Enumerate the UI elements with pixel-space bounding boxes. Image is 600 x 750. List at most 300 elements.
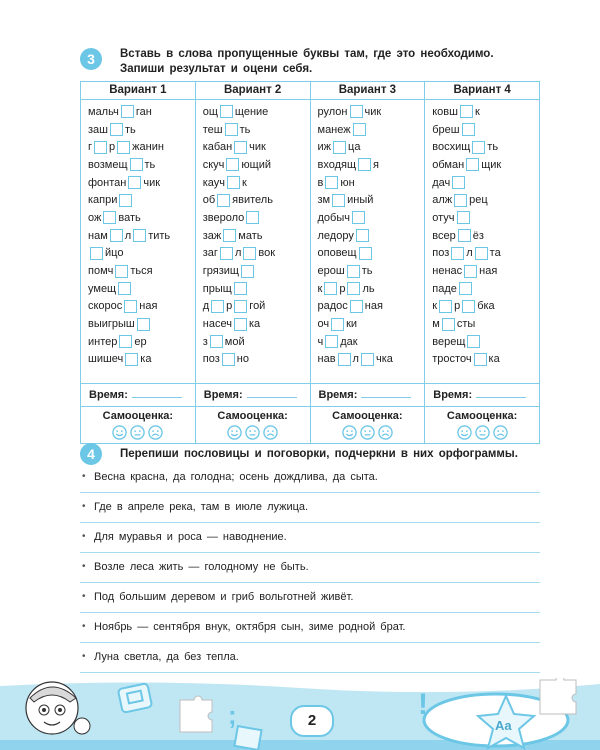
- letter-box[interactable]: [121, 105, 134, 118]
- word-item: [88, 174, 195, 192]
- word-fragment: ная: [479, 265, 498, 278]
- proverb-text: Весна красна, да голодна; осень дождлива, да сыта.: [94, 471, 378, 483]
- letter-box[interactable]: [118, 282, 131, 295]
- letter-box[interactable]: [460, 105, 473, 118]
- word-item: [203, 156, 310, 174]
- sad-face-icon[interactable]: [263, 425, 278, 440]
- word-fragment: ощ: [202, 105, 218, 118]
- word-item: [203, 245, 310, 263]
- word-fragment: м: [432, 318, 440, 331]
- bullet-icon: •: [82, 471, 86, 482]
- letter-box[interactable]: [332, 194, 345, 207]
- word-fragment: л: [352, 353, 359, 366]
- word-item: [88, 333, 195, 351]
- page-number: 2: [290, 705, 334, 737]
- letter-box[interactable]: [325, 176, 338, 189]
- variant-3-assessment: [310, 407, 425, 444]
- assessment-label: Самооценка:: [217, 410, 288, 422]
- word-fragment: рец: [469, 194, 488, 207]
- happy-face-icon[interactable]: [342, 425, 357, 440]
- word-fragment: ган: [135, 105, 152, 118]
- letter-box[interactable]: [220, 105, 233, 118]
- task-4-lines: [80, 463, 540, 673]
- letter-box[interactable]: [458, 229, 471, 242]
- letter-box[interactable]: [350, 105, 363, 118]
- letter-box[interactable]: [472, 141, 485, 154]
- word-fragment: грязищ: [202, 265, 239, 278]
- word-item: [432, 245, 539, 263]
- happy-face-icon[interactable]: [112, 425, 127, 440]
- happy-face-icon[interactable]: [457, 425, 472, 440]
- word-fragment: та: [489, 247, 501, 260]
- letter-box[interactable]: [358, 158, 371, 171]
- variant-4-time: [425, 384, 540, 407]
- variant-1-assessment: [81, 407, 196, 444]
- word-fragment: оповещ: [317, 247, 357, 260]
- word-item: [318, 156, 425, 174]
- letter-box[interactable]: [466, 158, 479, 171]
- word-fragment: я: [373, 158, 379, 171]
- letter-box[interactable]: [234, 318, 247, 331]
- word-item: [432, 315, 539, 333]
- puzzle-icon: [180, 696, 212, 732]
- semicolon-symbol: ;: [228, 700, 237, 730]
- letter-box[interactable]: [331, 318, 344, 331]
- word-item: [88, 351, 195, 369]
- word-item: [88, 191, 195, 209]
- word-fragment: всер: [432, 229, 456, 242]
- letter-box[interactable]: [246, 211, 259, 224]
- square-symbol-icon: [118, 683, 152, 713]
- word-fragment: выигрыш: [88, 318, 135, 331]
- word-fragment: р: [339, 282, 346, 295]
- word-item: [203, 315, 310, 333]
- letter-box[interactable]: [464, 265, 477, 278]
- word-fragment: чик: [143, 176, 161, 189]
- variants-table: [80, 81, 540, 444]
- word-fragment: рулон: [317, 105, 348, 118]
- word-item: [432, 262, 539, 280]
- time-label: Время:: [203, 389, 243, 401]
- word-fragment: чка: [375, 353, 393, 366]
- word-fragment: жанин: [132, 141, 164, 154]
- variant-2-time: [195, 384, 310, 407]
- letter-box[interactable]: [133, 229, 146, 242]
- word-fragment: юн: [340, 176, 355, 189]
- word-item: [432, 174, 539, 192]
- word-fragment: ца: [348, 141, 361, 154]
- letter-box[interactable]: [324, 282, 337, 295]
- word-fragment: ерош: [317, 265, 345, 278]
- assessment-faces: [342, 425, 393, 440]
- letter-box[interactable]: [223, 229, 236, 242]
- letter-box[interactable]: [227, 176, 240, 189]
- assessment-label: Самооценка:: [332, 410, 403, 422]
- word-item: [88, 121, 195, 139]
- word-fragment: оч: [317, 318, 330, 331]
- letter-box[interactable]: [352, 211, 365, 224]
- word-item: [432, 138, 539, 156]
- letter-box[interactable]: [452, 176, 465, 189]
- word-fragment: об: [202, 194, 216, 207]
- word-fragment: бка: [477, 300, 495, 313]
- word-fragment: дак: [340, 335, 358, 348]
- task-3-text-line-1: Вставь в слова пропущенные буквы там, где это необходимо.: [120, 48, 494, 60]
- word-fragment: ться: [130, 265, 153, 278]
- word-fragment: интер: [88, 335, 118, 348]
- word-item: [318, 262, 425, 280]
- word-fragment: вок: [258, 247, 276, 260]
- neutral-face-icon[interactable]: [360, 425, 375, 440]
- word-item: [432, 333, 539, 351]
- bullet-icon: •: [82, 651, 86, 662]
- time-answer-line[interactable]: [476, 397, 526, 398]
- word-item: [318, 333, 425, 351]
- proverb-line[interactable]: [80, 583, 540, 613]
- word-item: [88, 209, 195, 227]
- proverb-line[interactable]: [80, 553, 540, 583]
- word-fragment: нав: [317, 353, 336, 366]
- word-fragment: ер: [134, 335, 147, 348]
- word-item: [88, 103, 195, 121]
- bullet-icon: •: [82, 621, 86, 632]
- word-fragment: р: [109, 141, 116, 154]
- letter-box[interactable]: [454, 194, 467, 207]
- assessment-faces: [112, 425, 163, 440]
- word-item: [88, 227, 195, 245]
- word-fragment: нам: [88, 229, 108, 242]
- letter-box[interactable]: [110, 229, 123, 242]
- variant-4-assessment: [425, 407, 540, 444]
- letter-box[interactable]: [222, 353, 235, 366]
- word-fragment: капри: [88, 194, 118, 207]
- word-fragment: л: [234, 247, 242, 260]
- word-fragment: р: [454, 300, 461, 313]
- word-fragment: ковш: [432, 105, 458, 118]
- letter-box[interactable]: [457, 211, 470, 224]
- task-3-badge: 3: [80, 48, 102, 70]
- letter-box[interactable]: [333, 141, 346, 154]
- word-fragment: д: [202, 300, 210, 313]
- letter-box[interactable]: [462, 300, 475, 313]
- letter-box[interactable]: [241, 265, 254, 278]
- word-fragment: помч: [88, 265, 114, 278]
- bullet-icon: •: [82, 531, 86, 542]
- proverb-line[interactable]: [80, 523, 540, 553]
- letter-box[interactable]: [338, 353, 351, 366]
- word-item: [203, 121, 310, 139]
- frame-icon: [234, 726, 261, 750]
- word-fragment: звероло: [202, 211, 245, 224]
- word-fragment: зм: [317, 194, 331, 207]
- word-item: [203, 351, 310, 369]
- word-item: [88, 138, 195, 156]
- letter-box[interactable]: [225, 123, 238, 136]
- word-item: [318, 227, 425, 245]
- letter-box[interactable]: [462, 123, 475, 136]
- letter-box[interactable]: [451, 247, 464, 260]
- word-fragment: л: [124, 229, 132, 242]
- time-label: Время:: [433, 389, 473, 401]
- word-fragment: ёз: [472, 229, 484, 242]
- proverb-line[interactable]: [80, 613, 540, 643]
- letter-box[interactable]: [110, 123, 123, 136]
- word-fragment: ка: [488, 353, 500, 366]
- word-fragment: к: [242, 176, 247, 189]
- puzzle-icon: [540, 678, 576, 714]
- word-fragment: ть: [361, 265, 373, 278]
- proverb-text: Для муравья и роса — наводнение.: [94, 531, 287, 543]
- word-fragment: верещ: [432, 335, 466, 348]
- word-item: [88, 245, 195, 263]
- word-fragment: ч: [317, 335, 324, 348]
- letter-box[interactable]: [128, 176, 141, 189]
- word-item: [203, 174, 310, 192]
- task-4-badge: 4: [80, 443, 102, 465]
- word-item: [318, 174, 425, 192]
- letter-box[interactable]: [347, 282, 360, 295]
- word-fragment: к: [432, 300, 438, 313]
- word-fragment: поз: [202, 353, 220, 366]
- letter-box[interactable]: [442, 318, 455, 331]
- word-fragment: кауч: [202, 176, 226, 189]
- variant-2-words: [195, 100, 310, 384]
- word-fragment: паде: [432, 282, 457, 295]
- word-fragment: ка: [140, 353, 152, 366]
- proverb-text: Где в апреле река, там в июле лужица.: [94, 501, 309, 513]
- word-fragment: ль: [362, 282, 375, 295]
- word-item: [318, 138, 425, 156]
- assessment-faces: [457, 425, 508, 440]
- word-item: [318, 315, 425, 333]
- letter-box[interactable]: [439, 300, 452, 313]
- variant-3-time: [310, 384, 425, 407]
- word-item: [203, 191, 310, 209]
- word-fragment: тить: [148, 229, 171, 242]
- word-fragment: входящ: [317, 158, 357, 171]
- letter-box[interactable]: [325, 335, 338, 348]
- word-item: [318, 191, 425, 209]
- letter-box[interactable]: [356, 229, 369, 242]
- word-item: [88, 280, 195, 298]
- neutral-face-icon[interactable]: [245, 425, 260, 440]
- word-fragment: но: [236, 353, 249, 366]
- word-fragment: чик: [249, 141, 266, 154]
- letter-box[interactable]: [234, 282, 247, 295]
- letter-box[interactable]: [115, 265, 128, 278]
- proverb-line[interactable]: [80, 493, 540, 523]
- word-fragment: скорос: [88, 300, 123, 313]
- word-fragment: бреш: [432, 123, 460, 136]
- letter-box[interactable]: [226, 158, 239, 171]
- word-item: [88, 298, 195, 316]
- word-fragment: иный: [347, 194, 374, 207]
- word-fragment: возмещ: [88, 158, 128, 171]
- letter-box[interactable]: [459, 282, 472, 295]
- variant-3-words: [310, 100, 425, 384]
- word-fragment: л: [466, 247, 473, 260]
- word-fragment: гой: [249, 300, 266, 313]
- word-fragment: алж: [432, 194, 453, 207]
- word-fragment: теш: [202, 123, 223, 136]
- word-item: [318, 245, 425, 263]
- word-fragment: умещ: [88, 282, 117, 295]
- word-fragment: ная: [364, 300, 383, 313]
- task-4-text: Перепиши пословицы и поговорки, подчеркни в них орфограммы.: [120, 448, 518, 460]
- word-fragment: кабан: [202, 141, 233, 154]
- letter-box[interactable]: [234, 141, 247, 154]
- word-fragment: к: [317, 282, 323, 295]
- proverb-text: Возле леса жить — голодному не быть.: [94, 561, 309, 573]
- word-item: [432, 209, 539, 227]
- word-fragment: заг: [202, 247, 218, 260]
- word-fragment: в: [317, 176, 324, 189]
- word-item: [432, 121, 539, 139]
- task-3-text-line-2: Запиши результат и оцени себя.: [120, 63, 313, 75]
- variant-2-header: Вариант 2: [195, 82, 310, 100]
- word-item: [432, 298, 539, 316]
- letter-box[interactable]: [90, 247, 103, 260]
- word-fragment: к: [474, 105, 480, 118]
- word-fragment: тросточ: [432, 353, 472, 366]
- word-item: [432, 351, 539, 369]
- letter-box[interactable]: [210, 335, 223, 348]
- word-fragment: заж: [202, 229, 222, 242]
- word-fragment: ож: [88, 211, 102, 224]
- letter-box[interactable]: [119, 335, 132, 348]
- letter-box[interactable]: [475, 247, 488, 260]
- letter-box[interactable]: [117, 141, 130, 154]
- time-answer-line[interactable]: [247, 397, 297, 398]
- letter-box[interactable]: [347, 265, 360, 278]
- time-answer-line[interactable]: [361, 397, 411, 398]
- sad-face-icon[interactable]: [493, 425, 508, 440]
- word-item: [318, 121, 425, 139]
- word-fragment: ненас: [432, 265, 463, 278]
- letter-box[interactable]: [137, 318, 150, 331]
- assessment-label: Самооценка:: [102, 410, 174, 422]
- word-fragment: обман: [432, 158, 465, 171]
- word-item: [432, 191, 539, 209]
- proverb-text: Ноябрь — сентября внук, октября сын, зиме родной брат.: [94, 621, 406, 633]
- proverb-line[interactable]: [80, 463, 540, 493]
- letter-box[interactable]: [353, 123, 366, 136]
- time-label: Время:: [89, 389, 128, 401]
- word-fragment: ки: [346, 318, 358, 331]
- letter-box[interactable]: [130, 158, 143, 171]
- word-fragment: мать: [238, 229, 263, 242]
- word-fragment: насеч: [202, 318, 232, 331]
- letter-box[interactable]: [125, 353, 138, 366]
- word-item: [203, 280, 310, 298]
- variant-1-time: [81, 384, 196, 407]
- word-item: [88, 315, 195, 333]
- word-fragment: ка: [248, 318, 261, 331]
- word-fragment: явитель: [232, 194, 273, 207]
- word-fragment: иж: [317, 141, 332, 154]
- exclamation-symbol: !: [418, 688, 428, 721]
- letter-box[interactable]: [119, 194, 132, 207]
- letter-box[interactable]: [217, 194, 230, 207]
- word-fragment: ть: [239, 123, 251, 136]
- assessment-faces: [227, 425, 278, 440]
- sad-face-icon[interactable]: [148, 425, 163, 440]
- letter-box[interactable]: [234, 300, 247, 313]
- word-fragment: поз: [432, 247, 450, 260]
- word-item: [203, 209, 310, 227]
- word-fragment: вать: [118, 211, 141, 224]
- word-fragment: г: [88, 141, 93, 154]
- letter-box[interactable]: [103, 211, 116, 224]
- letter-box[interactable]: [243, 247, 256, 260]
- word-fragment: чик: [364, 105, 382, 118]
- variant-4-header: Вариант 4: [425, 82, 540, 100]
- bullet-icon: •: [82, 591, 86, 602]
- letter-box[interactable]: [361, 353, 374, 366]
- word-fragment: манеж: [317, 123, 351, 136]
- letter-box[interactable]: [220, 247, 233, 260]
- letter-box[interactable]: [124, 300, 137, 313]
- proverb-text: Луна светла, да без тепла.: [94, 651, 239, 663]
- word-fragment: ть: [125, 123, 136, 136]
- word-fragment: р: [226, 300, 233, 313]
- word-fragment: ледору: [317, 229, 354, 242]
- word-fragment: добыч: [317, 211, 350, 224]
- word-fragment: з: [202, 335, 208, 348]
- word-item: [318, 298, 425, 316]
- neutral-face-icon[interactable]: [475, 425, 490, 440]
- word-item: [432, 156, 539, 174]
- word-item: [318, 280, 425, 298]
- proverb-line[interactable]: [80, 643, 540, 673]
- letter-box[interactable]: [467, 335, 480, 348]
- word-fragment: прыщ: [202, 282, 232, 295]
- word-fragment: сты: [456, 318, 476, 331]
- word-fragment: фонтан: [88, 176, 127, 189]
- bullet-icon: •: [82, 501, 86, 512]
- word-item: [203, 333, 310, 351]
- sad-face-icon[interactable]: [378, 425, 393, 440]
- variant-1-words: [81, 100, 196, 384]
- word-item: [203, 103, 310, 121]
- variant-1-header: Вариант 1: [81, 82, 196, 100]
- word-fragment: мой: [224, 335, 245, 348]
- letter-box[interactable]: [94, 141, 107, 154]
- word-item: [203, 262, 310, 280]
- word-item: [432, 103, 539, 121]
- word-item: [432, 227, 539, 245]
- word-fragment: мальч: [88, 105, 119, 118]
- word-fragment: йцо: [105, 247, 124, 260]
- proverb-text: Под большим деревом и гриб вольготней живёт.: [94, 591, 354, 603]
- letter-box[interactable]: [474, 353, 487, 366]
- letter-box[interactable]: [211, 300, 224, 313]
- letter-box[interactable]: [359, 247, 372, 260]
- bullet-icon: •: [82, 561, 86, 572]
- word-fragment: ть: [487, 141, 499, 154]
- word-item: [432, 280, 539, 298]
- star-text: Aa: [495, 718, 512, 733]
- word-fragment: ть: [144, 158, 156, 171]
- word-item: [88, 156, 195, 174]
- time-answer-line[interactable]: [132, 397, 182, 398]
- time-label: Время:: [318, 389, 358, 401]
- happy-face-icon[interactable]: [227, 425, 242, 440]
- neutral-face-icon[interactable]: [130, 425, 145, 440]
- word-item: [203, 227, 310, 245]
- letter-box[interactable]: [350, 300, 363, 313]
- word-fragment: шишеч: [88, 353, 124, 366]
